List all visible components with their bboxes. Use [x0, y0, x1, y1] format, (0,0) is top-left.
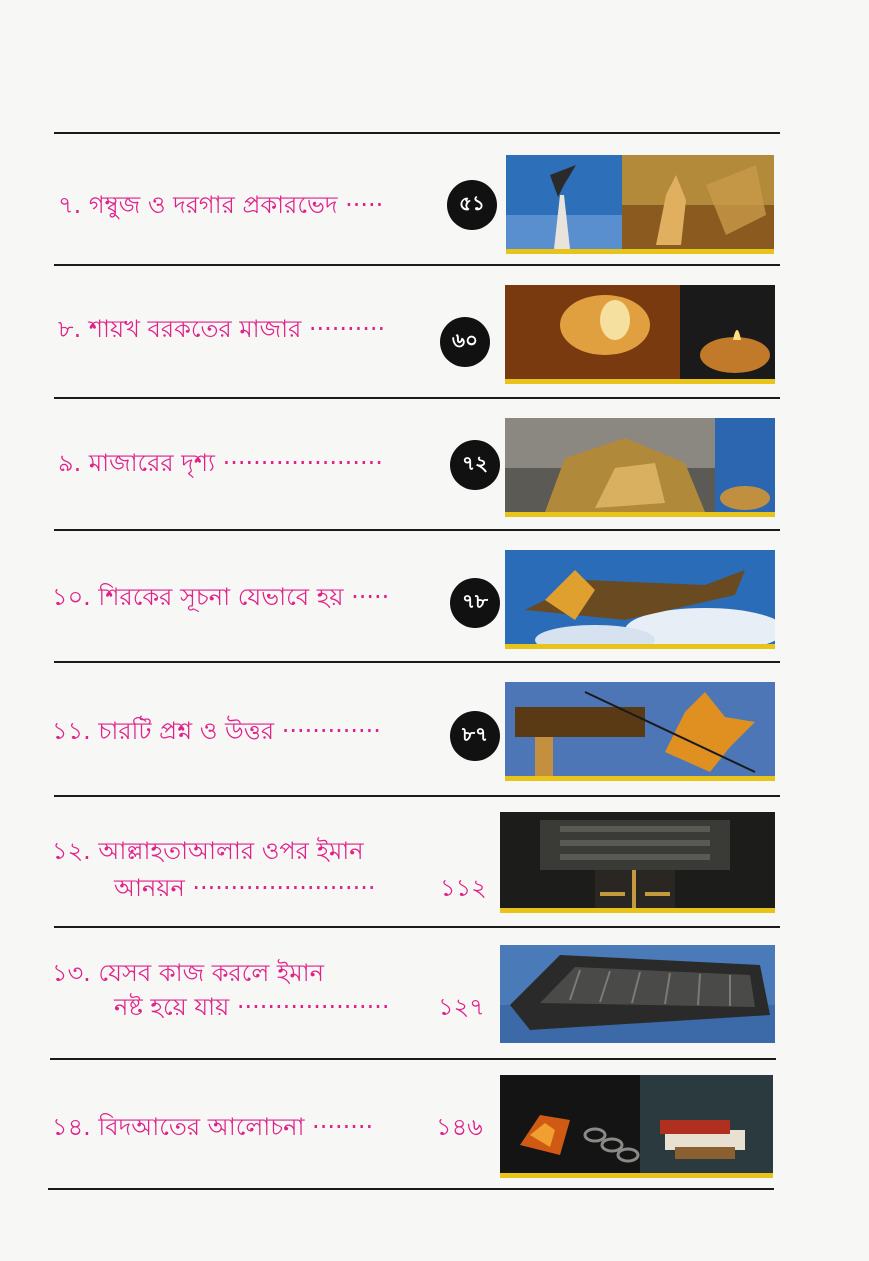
divider — [54, 264, 780, 266]
page-number-badge: ৫১ — [447, 180, 497, 230]
page-number-badge: ৬০ — [440, 317, 490, 367]
entry-title: ৮. শায়খ বরকতের মাজার ·········· — [58, 315, 386, 343]
page-number: ১৪৬ — [436, 1113, 483, 1141]
chapter-image — [506, 155, 774, 254]
divider — [54, 795, 780, 797]
divider — [50, 1058, 776, 1060]
entry-title: ৭. গম্বুজ ও দরগার প্রকারভেদ ····· — [58, 191, 384, 219]
divider — [54, 397, 780, 399]
page-number-badge: ৭২ — [450, 440, 500, 490]
divider — [54, 661, 780, 663]
chapter-image — [505, 550, 775, 649]
chapter-image — [505, 682, 775, 781]
entry-title: ১০. শিরকের সূচনা যেভাবে হয় ····· — [52, 583, 390, 611]
divider — [48, 1188, 774, 1190]
entry-title-line-2: আনয়ন ························ — [114, 874, 376, 902]
divider — [54, 132, 780, 134]
chapter-image — [500, 945, 775, 1043]
divider — [54, 529, 780, 531]
entry-title: ১১. চারটি প্রশ্ন ও উত্তর ············· — [52, 717, 381, 745]
entry-title: ৯. মাজারের দৃশ্য ····················· — [58, 449, 383, 477]
page-number: ১১২ — [440, 874, 487, 902]
page-number-badge: ৮৭ — [450, 711, 500, 761]
chapter-image — [505, 285, 775, 384]
divider — [54, 926, 780, 928]
entry-title: ১৪. বিদআতের আলোচনা ········ — [52, 1113, 374, 1141]
page-number: ১২৭ — [438, 993, 485, 1021]
page-number-badge: ৭৮ — [450, 578, 500, 628]
entry-title-line-2: নষ্ট হয়ে যায় ···················· — [114, 993, 390, 1021]
chapter-image — [505, 418, 775, 517]
chapter-image — [500, 1075, 773, 1178]
chapter-image — [500, 812, 775, 913]
entry-title-line-1: ১৩. যেসব কাজ করলে ইমান — [52, 959, 324, 987]
entry-title-line-1: ১২. আল্লাহতাআলার ওপর ইমান — [52, 837, 364, 865]
